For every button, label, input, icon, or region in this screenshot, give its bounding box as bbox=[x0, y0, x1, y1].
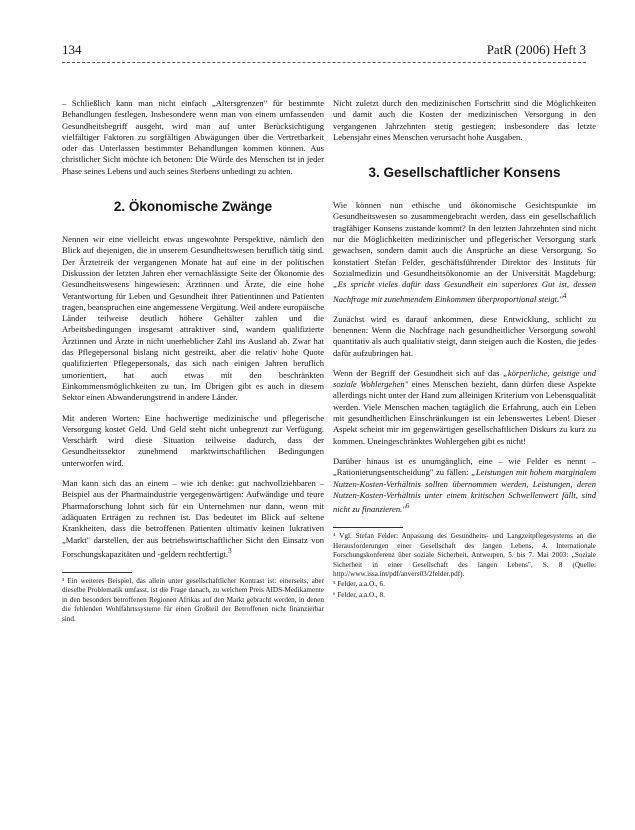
footnote-6: ⁶ Felder, a.a.O., 8. bbox=[333, 590, 385, 599]
left-paragraph-1: – Schließlich kann man nicht einfach „Altersgrenzen" für bestimmte Behandlungen festlegen. Insbesondere wenn man von einem umfassenden Gesundheitsbegriff ausgeht, wird man auf unter Berücksichtigung vielfältiger Faktoren zu sorgfältigen Abwägungen über die Vertretbarkeit oder das Unterlassen bestimmter Behandlungen kommen können. Aus christlicher Sicht möchte ich betonen: Die Würde des Menschen ist in jeder Phase seines Lebens und auch seines Sterbens unbedingt zu achten. bbox=[62, 98, 324, 176]
page-header bbox=[62, 42, 586, 60]
left-column bbox=[62, 98, 324, 624]
left-paragraph-3: Mit anderen Worten: Eine hochwertige medizinische und pflegerische Versorgung kostet Geld. Und Geld steht nicht unbegrenzt zur Verfügung. Verschärft wird diese Situation teilweise dadurch, dass der Gesundheitssektor zunehmend marktwirtschaftlichen Bedingungen unterworfen wird. bbox=[62, 412, 324, 468]
footnote-divider-right bbox=[333, 527, 403, 528]
right-paragraph-4 bbox=[333, 368, 596, 447]
right-paragraph-2-text: Wie können nun ethische und ökonomische Gesichtspunkte im Gesundheitswesen so zusammengebracht werden, dass ein gesellschaftlich tragfähiger Konsens zustande kommt? In den letzten Jahrzehnten sind nicht nur die Möglichkeiten medizinischer und pflegerischer Versorgung stark gewachsen, sondern damit auch die Ansprüche an diese Versorgung. So konstatiert Stefan Felder, geschäftsführender Direktor des Instituts für Sozialmedizin und Gesundheitsökonomie an der Universität Magdeburg: bbox=[333, 200, 596, 278]
right-paragraph-3: Zunächst wird es darauf ankommen, diese Entwicklung, schlicht zu benennen: Wenn die Nachfrage nach gesundheitlicher Versorgung sowohl quantitativ als auch qualitativ steigt, dann steigen auch die Kosten, die jedes dafür aufzubringen hat. bbox=[333, 313, 596, 358]
right-paragraph-5-lead: Darüber hinaus ist es unumgänglich, eine – wie Felder es nennt – „Rationierungsentscheidung" zu fällen: bbox=[333, 455, 596, 478]
footnote-3: ³ Ein weiteres Beispiel, das allein unter gesellschaftlicher Kontrast ist: einerseits, aber dieselbe Problematik umfasst, ist die Frage danach, zu welchem Preis AIDS-Medikamente in den besonders betroffenen Regionen Afrikas auf den Markt gebracht werden, in denen die fehlenden Wohlfahrtssysteme für einen Großteil der Betroffenen nicht finanzierbar sind. bbox=[62, 576, 324, 623]
section-heading-gesellschaftlicher-konsens: 3. Gesellschaftlicher Konsens bbox=[368, 165, 561, 181]
left-paragraph-4-text: Man kann sich das an einem – wie ich denke: gut nachvollziehbaren – Beispiel aus der Pharmaindustrie vergegenwärtigen: Aufwändige und teure Pharmaforschung lohnt sich für ein Unternehmen nur dann, wenn mit adäquaten Erträgen zu rechnen ist. Das bedeutet im Blick auf seltene Krankheiten, dass die betroffenen Patienten ultimativ keinen lukrativen „Markt" darstellen, der aus betriebswirtschaftlicher Sicht den Einsatz von Forschungskapazitäten und -geldern rechtfertigt. bbox=[62, 478, 324, 559]
felder-quote-1: „Es spricht vieles dafür dass Gesundheit ein superiores Gut ist, dessen Nachfrage mit zunehmendem Einkommen überproportional steigt." bbox=[333, 279, 596, 304]
footnote-5: ⁵ Felder, a.a.O., 6. bbox=[333, 580, 385, 589]
right-paragraph-4-text: eines Menschen bezieht, dann dürfen diese Aspekte allerdings nicht unter der Hand zum alleinigen Kriterium von Lebensqualität werden. Viele Menschen machen tagtäglich die Erfahrung, auch ein Leben mit gesundheitlichen Einschränkungen ist ein lebenswertes Leben! Dieser Aspekt scheint mir im gegenwärtigen gesellschaftlichen Diskurs zu kurz zu kommen. Uneingeschränktes Wohlergehen gibt es nicht! bbox=[333, 379, 596, 446]
right-paragraph-1: Nicht zuletzt durch den medizinischen Fortschritt sind die Möglichkeiten und damit auch die Kosten der medizinischen Versorgung in den vergangenen Jahrzehnten stetig gestiegen; insbesondere das letzte Lebensjahr eines Menschen verursacht hohe Ausgaben. bbox=[333, 98, 596, 142]
who-definition-quote: „körperliche, geistige und soziale Wohlergehen" bbox=[333, 367, 596, 390]
footnote-divider bbox=[62, 572, 132, 573]
page-number: 134 bbox=[62, 42, 82, 57]
footnote-4: ⁴ Vgl. Stefan Felder: Anpassung des Gesundheits- und Langzeitpflegesystems an die Herausforderungen einer Gesellschaft des langen Lebens, 4. Internationale Forschungskonferenz über soziale Sicherheit, Antwerpen, 5. bis 7. Mai 2003: „Soziale Sicherheit in einer Gesellschaft des langen Lebens", S. 8 (Quelle: http://www.issa.int/pdf/anvers03/2felder.pdf). bbox=[333, 532, 596, 578]
left-paragraph-2: Nennen wir eine vielleicht etwas ungewohnte Perspektive, nämlich den Blick auf diejenigen, die in unserem Gesundheitswesen beruflich tätig sind. Der Ärztetreik der vergangenen Monate hat auf eine in der politischen Diskussion der letzten Jahren eher vernachlässigte Seite der Ökonomie des Gesundheitswesens hingewiesen: Ärztinnen und Ärzte, die eine hohe Verantwortung für Leben und Gesundheit ihrer Patientinnen und Patienten tragen, beanspruchen eine angemessene Vergütung. Weil andere europäische Länder teilweise deutlich höhere Gehälter zahlen und die Arbeitsbedingungen insgesamt attraktiver sind, wandern qualifizierte Ärztinnen und Ärzte in nicht unerheblicher Zahl ins Ausland ab. Zwar hat das Pflegepersonal bislang nicht gestreikt, aber die relativ hohe Quote qualifizierten Pflegepersonals, das sich nach einigen Jahren beruflich umorientiert, hat auch etwas mit den beschränkten Einkommensmöglichkeiten zu tun. Im Übrigen gibt es auch in diesem Sektor einen Abwanderungstrend in andere Länder. bbox=[62, 234, 324, 403]
right-column bbox=[333, 98, 596, 601]
journal-reference: PatR (2006) Heft 3 bbox=[486, 42, 586, 57]
right-paragraph-4-lead: Wenn der Begriff der Gesundheit sich auf das bbox=[333, 367, 504, 378]
right-paragraph-2 bbox=[333, 200, 596, 305]
section-heading-oekonomische-zwaenge: 2. Ökonomische Zwänge bbox=[113, 199, 273, 215]
footnote-ref-6[interactable]: 6 bbox=[405, 502, 410, 511]
footnote-ref-4[interactable]: 4 bbox=[562, 291, 567, 300]
left-paragraph-4 bbox=[62, 478, 324, 560]
felder-quote-2: „Leistungen mit hohem marginalem Nutzen-Kosten-Verhältnis sollten übernommen werden, Leistungen, deren Nutzen-Kosten-Verhältnis unter einem kritischen Schwellenwert fällt, sind nicht zu finanzieren." bbox=[333, 467, 597, 514]
header-divider bbox=[62, 62, 586, 63]
right-paragraph-5 bbox=[333, 456, 596, 515]
footnote-ref-3[interactable]: 3 bbox=[228, 546, 232, 555]
